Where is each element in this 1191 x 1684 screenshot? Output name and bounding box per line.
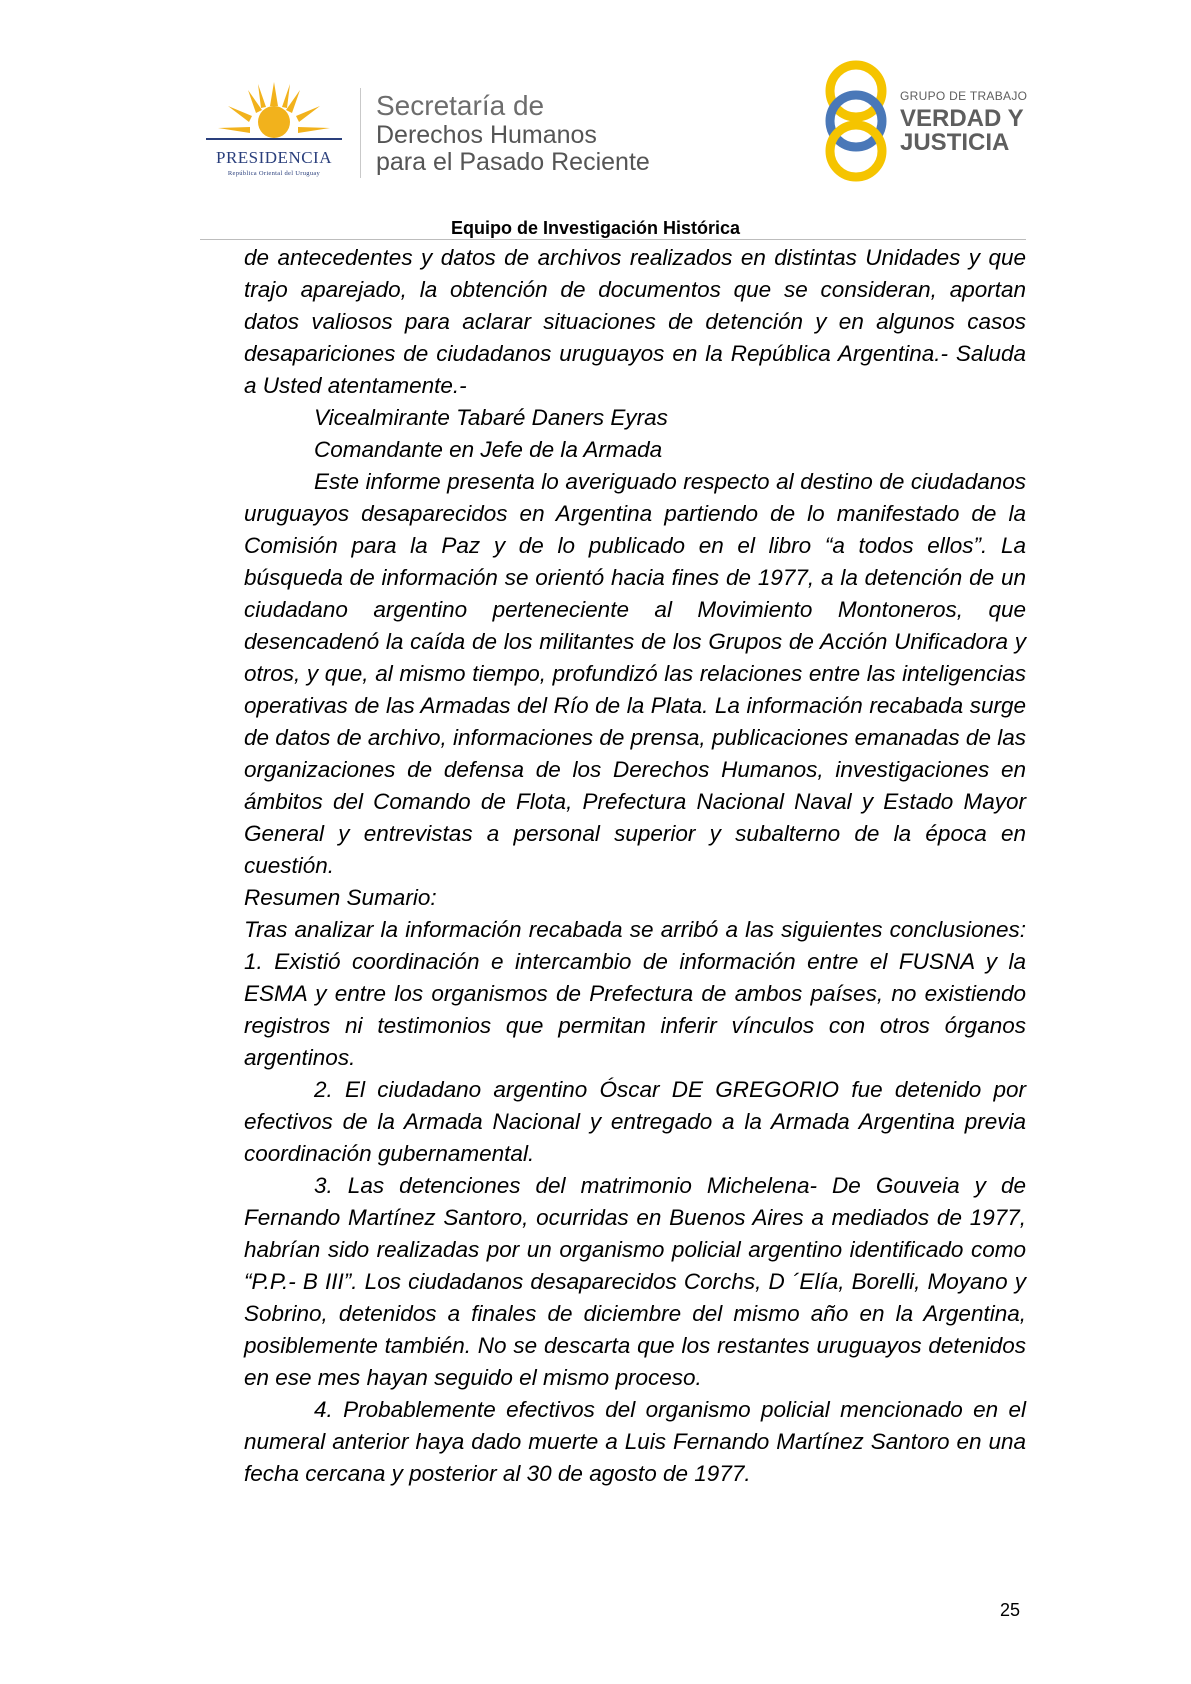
gtvj-verdad-text: VERDAD Y [900,105,1024,132]
gtvj-justicia-text: JUSTICIA [900,129,1010,156]
paragraph-1: de antecedentes y datos de archivos realizados en distintas Unidades y que trajo aparejado, la obtención de documentos que se consideran, aportan datos valiosos para aclarar situaciones de detención y en algunos casos desapariciones de ciudadanos uruguayos en la República Argentina.- Saluda a Usted atentamente.- [244,245,1026,398]
document-body [244,242,1026,1490]
paragraph-3: Tras analizar la información recabada se arribó a las siguientes conclusiones: 1. Existió coordinación e intercambio de información entre el FUSNA y la ESMA y entre los organismos de Prefectura de ambos países, no existiendo registros ni testimonios que permitan inferir vínculos con otros órganos argentinos. [244,917,1026,1070]
secretaria-line-3: para el Pasado Reciente [376,148,650,176]
presidencia-logo [196,80,356,180]
paragraph-6: 4. Probablemente efectivos del organismo policial mencionado en el numeral anterior haya dado muerte a Luis Fernando Martínez Santoro en una fecha cercana y posterior al 30 de agosto de 1977. [244,1397,1026,1486]
secretaria-line-1: Secretaría de [376,90,545,121]
page-number: 25 [1000,1600,1021,1620]
paragraph-5: 3. Las detenciones del matrimonio Michelena- De Gouveia y de Fernando Martínez Santoro, ocurridas en Buenos Aires a mediados de 1977, habrían sido realizadas por un organismo policial argentino identificado como “P.P.- B III”. Los ciudadanos desaparecidos Corchs, D ´Elía, Borelli, Moyano y Sobrino, detenidos a finales de diciembre del mismo año en la Argentina, posiblemente también. No se descarta que los restantes uruguayos detenidos en ese mes hayan seguido el mismo proceso. [244,1173,1026,1390]
paragraph-4: 2. El ciudadano argentino Óscar DE GREGORIO fue detenido por efectivos de la Armada Nacional y entregado a la Armada Argentina previa coordinación gubernamental. [244,1077,1026,1166]
header-divider [360,88,361,178]
verdad-justicia-logo [820,55,1040,185]
rings-emblem-icon [820,55,900,185]
resumen-heading: Resumen Sumario: [244,885,437,910]
signature-name: Vicealmirante Tabaré Daners Eyras [314,405,668,430]
signature-title: Comandante en Jefe de la Armada [314,437,663,462]
paragraph-2: Este informe presenta lo averiguado respecto al destino de ciudadanos uruguayos desaparecidos en Argentina partiendo de lo manifestado de la Comisión para la Paz y de lo publicado en el libro “a todos ellos”. La búsqueda de información se orientó hacia fines de 1977, a la detención de un ciudadano argentino perteneciente al Movimiento Montoneros, que desencadenó la caída de los militantes de los Grupos de Acción Unificadora y otros, y que, al mismo tiempo, profundizó las relaciones entre las inteligencias operativas de las Armadas del Río de la Plata. La información recabada surge de datos de archivo, informaciones de prensa, publicaciones emanadas de las organizaciones de defensa de los Derechos Humanos, investigaciones en ámbitos del Comando de Flota, Prefectura Nacional Naval y Estado Mayor General y entrevistas a personal superior y subalterno de la época en cuestión. [244,469,1026,878]
presidencia-text: PRESIDENCIA [215,148,332,167]
presidencia-subtext: República Oriental del Uruguay [227,170,321,177]
page-header [0,0,1191,240]
team-heading: Equipo de Investigación Histórica [450,218,741,238]
sun-emblem-icon [196,80,352,152]
secretaria-line-2: Derechos Humanos [376,121,597,149]
gtvj-small-text: GRUPO DE TRABAJO [900,89,1028,103]
header-rule [200,239,1026,240]
secretaria-logo-text [376,90,650,176]
